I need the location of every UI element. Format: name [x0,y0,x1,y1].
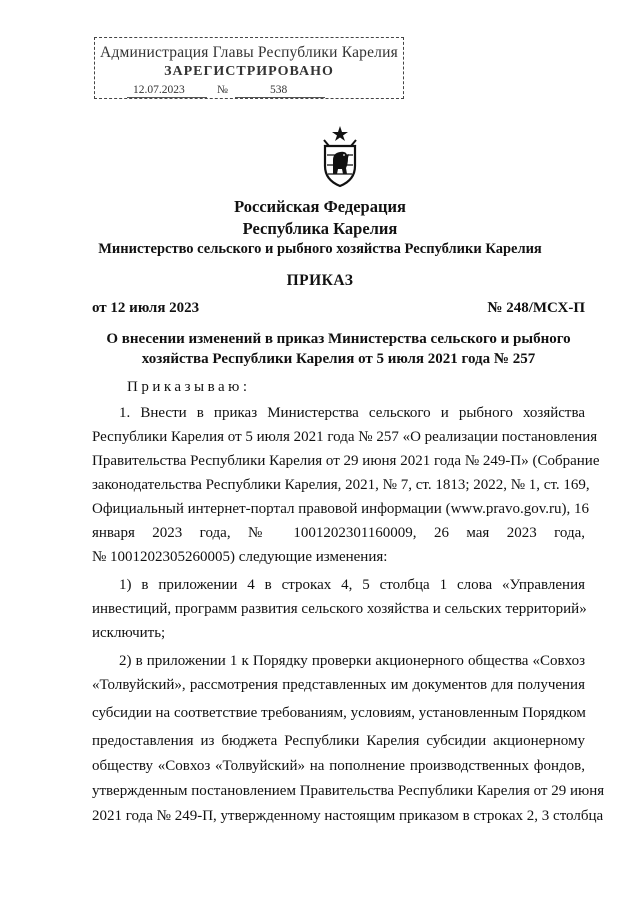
body-line: исключить; [92,625,166,641]
karelia-coat-of-arms-icon [316,124,364,188]
body-line: 2021 года № 249-П, утвержденному настоящим приказом в строках 2, 3 столбца [92,808,604,824]
registration-stamp [94,37,404,99]
body-line: № 1001202305260005) следующие изменения: [92,549,388,565]
stamp-date: 12.07.2023 [133,84,185,96]
body-line: 1. Внести в приказ Министерства сельского и рыбного хозяйства [119,405,585,421]
body-line: 2) в приложении 1 к Порядку проверки акционерного общества «Совхоз [119,653,585,669]
body-line: законодательства Республики Карелия, 2021, № 7, ст. 1813; 2022, № 1, ст. 169, [92,477,590,493]
ministry-heading: Министерство сельского и рыбного хозяйства Республики Карелия [98,241,542,257]
body-line: «Толвуйский», рассмотрения представленных им документов для получения [92,677,585,693]
stamp-number-underline [235,97,325,98]
body-line: Правительства Республики Карелия от 29 июня 2021 года № 249-П» (Собрание [92,453,600,469]
body-line: Официальный интернет-портал правовой информации (www.pravo.gov.ru), 16 [92,501,590,517]
region-heading: Республика Карелия [242,219,398,238]
body-line: утвержденным постановлением Правительства Республики Карелия от 29 июня [92,783,605,799]
stamp-organization: Администрация Главы Республики Карелия [100,44,398,61]
body-line: Республики Карелия от 5 июля 2021 года № 257 «О реализации постановления [92,429,598,445]
body-line: 1) в приложении 4 в строках 4, 5 столбца 1 слова «Управления [119,577,585,593]
stamp-date-underline [127,97,207,98]
document-title-line-1: О внесении изменений в приказ Министерства сельского и рыбного [106,331,571,347]
document-date: от 12 июля 2023 [92,300,200,316]
stamp-status: ЗАРЕГИСТРИРОВАНО [164,64,334,79]
stamp-number-sign: № [217,84,228,96]
document-type: ПРИКАЗ [286,272,354,289]
body-line: обществу «Совхоз «Толвуйский» на пополнение производственных фондов, [92,758,585,774]
country-heading: Российская Федерация [234,197,406,216]
body-line: января 2023 года, № 1001202301160009, 26 мая 2023 года, [92,525,585,541]
order-word: Приказываю: [127,379,251,395]
document-number: № 248/МСХ-П [487,300,585,316]
body-line: предоставления из бюджета Республики Карелия субсидии акционерному [92,733,585,749]
body-line: инвестиций, программ развития сельского хозяйства и сельских территорий» [92,601,587,617]
body-line: субсидии на соответствие требованиям, условиям, установленным Порядком [92,705,586,721]
stamp-number: 538 [270,84,288,96]
document-title-line-2: хозяйства Республики Карелия от 5 июля 2021 года № 257 [141,351,536,367]
